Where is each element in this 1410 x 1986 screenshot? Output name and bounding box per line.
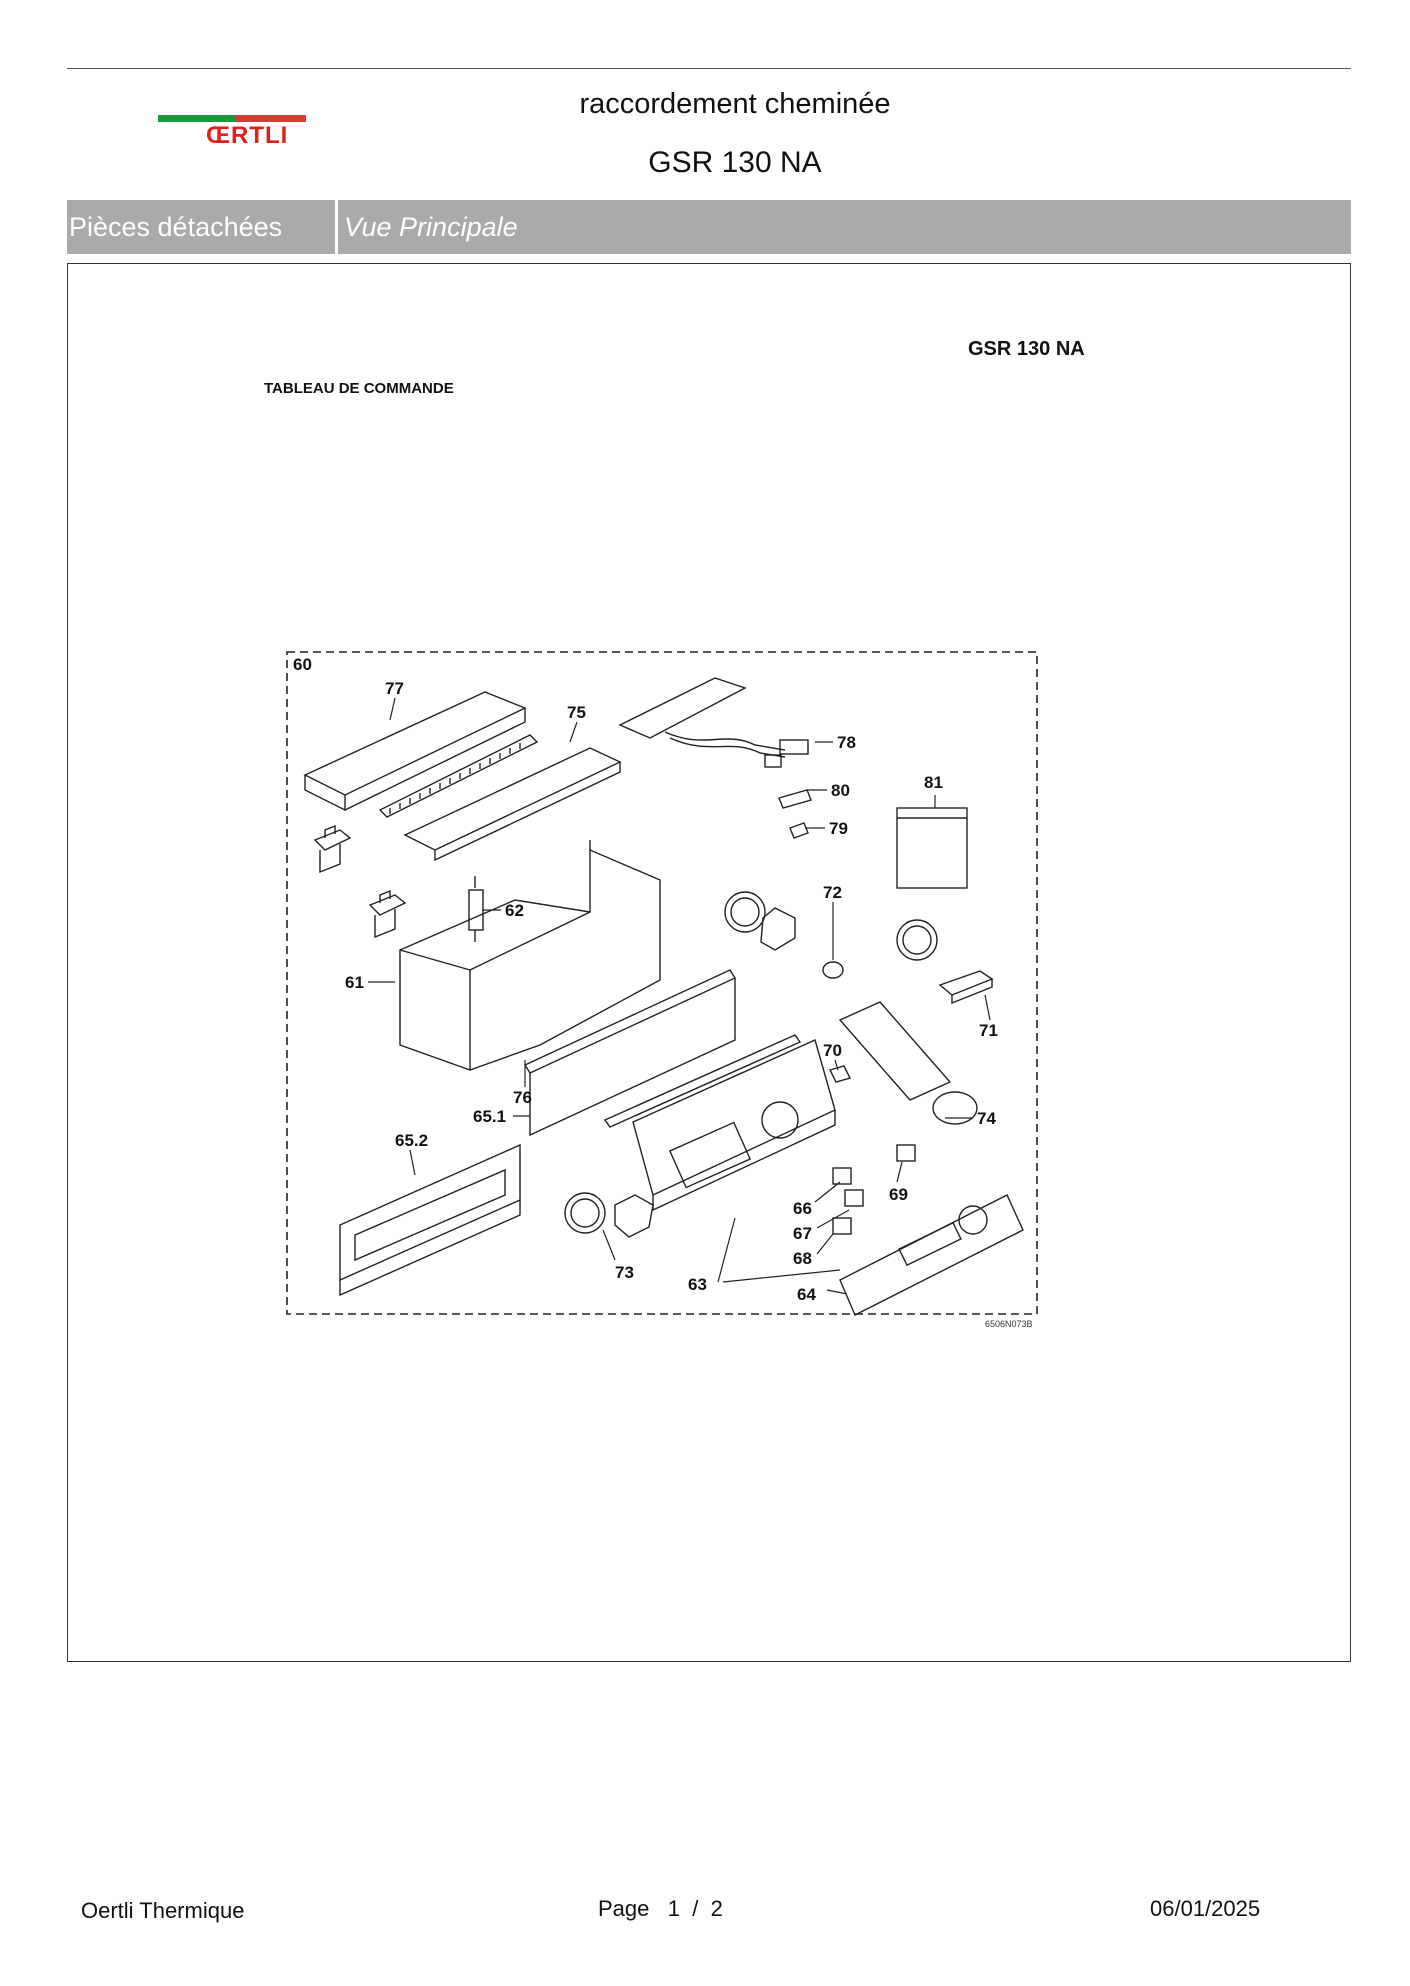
header-rule [67, 68, 1351, 69]
logo-stripe [158, 115, 306, 122]
drawing-reference: 6506N073B [985, 1319, 1033, 1329]
model-title: GSR 130 NA [648, 146, 822, 179]
tab-main-view[interactable]: Vue Principale [344, 212, 518, 242]
drawing-section-label: TABLEAU DE COMMANDE [264, 380, 454, 397]
callout-leaders [368, 698, 990, 1294]
footer-date: 06/01/2025 [1150, 1896, 1261, 1921]
callout-62: 62 [505, 901, 524, 920]
footer-pagination [598, 1896, 723, 1922]
callout-80: 80 [831, 781, 850, 800]
callout-labels [293, 655, 998, 1304]
callout-78: 78 [837, 733, 856, 752]
tab-bar [67, 200, 1351, 254]
callout-63: 63 [688, 1275, 707, 1294]
tab-divider [335, 200, 338, 254]
callout-77: 77 [385, 679, 404, 698]
callout-79: 79 [829, 819, 848, 838]
callout-73: 73 [615, 1263, 634, 1282]
callout-74: 74 [977, 1109, 996, 1128]
page-separator: / [692, 1896, 699, 1921]
parts-drawing [305, 678, 1023, 1315]
tab-spare-parts[interactable]: Pièces détachées [69, 212, 283, 242]
callout-76: 76 [513, 1088, 532, 1107]
callout-71: 71 [979, 1021, 998, 1040]
page-total: 2 [710, 1896, 723, 1921]
drawing-model-label: GSR 130 NA [968, 338, 1085, 360]
logo-wordmark: ŒRTLI [206, 122, 289, 149]
callout-66: 66 [793, 1199, 812, 1218]
callout-65-2: 65.2 [395, 1131, 429, 1150]
callout-67: 67 [793, 1224, 812, 1243]
callout-72: 72 [823, 883, 842, 902]
callout-70: 70 [823, 1041, 842, 1060]
page-label: Page [598, 1896, 650, 1921]
callout-81: 81 [924, 773, 943, 792]
callout-75: 75 [567, 703, 586, 722]
page-current: 1 [667, 1896, 680, 1921]
callout-65-1: 65.1 [473, 1107, 507, 1126]
callout-69: 69 [889, 1185, 908, 1204]
oertli-logo [158, 112, 308, 152]
callout-60: 60 [293, 655, 312, 674]
page-title: raccordement cheminée [579, 88, 891, 120]
callout-64: 64 [797, 1285, 816, 1304]
exploded-parts-diagram [285, 650, 1041, 1332]
callout-61: 61 [345, 973, 364, 992]
footer-company: Oertli Thermique [81, 1898, 245, 1923]
callout-68: 68 [793, 1249, 812, 1268]
